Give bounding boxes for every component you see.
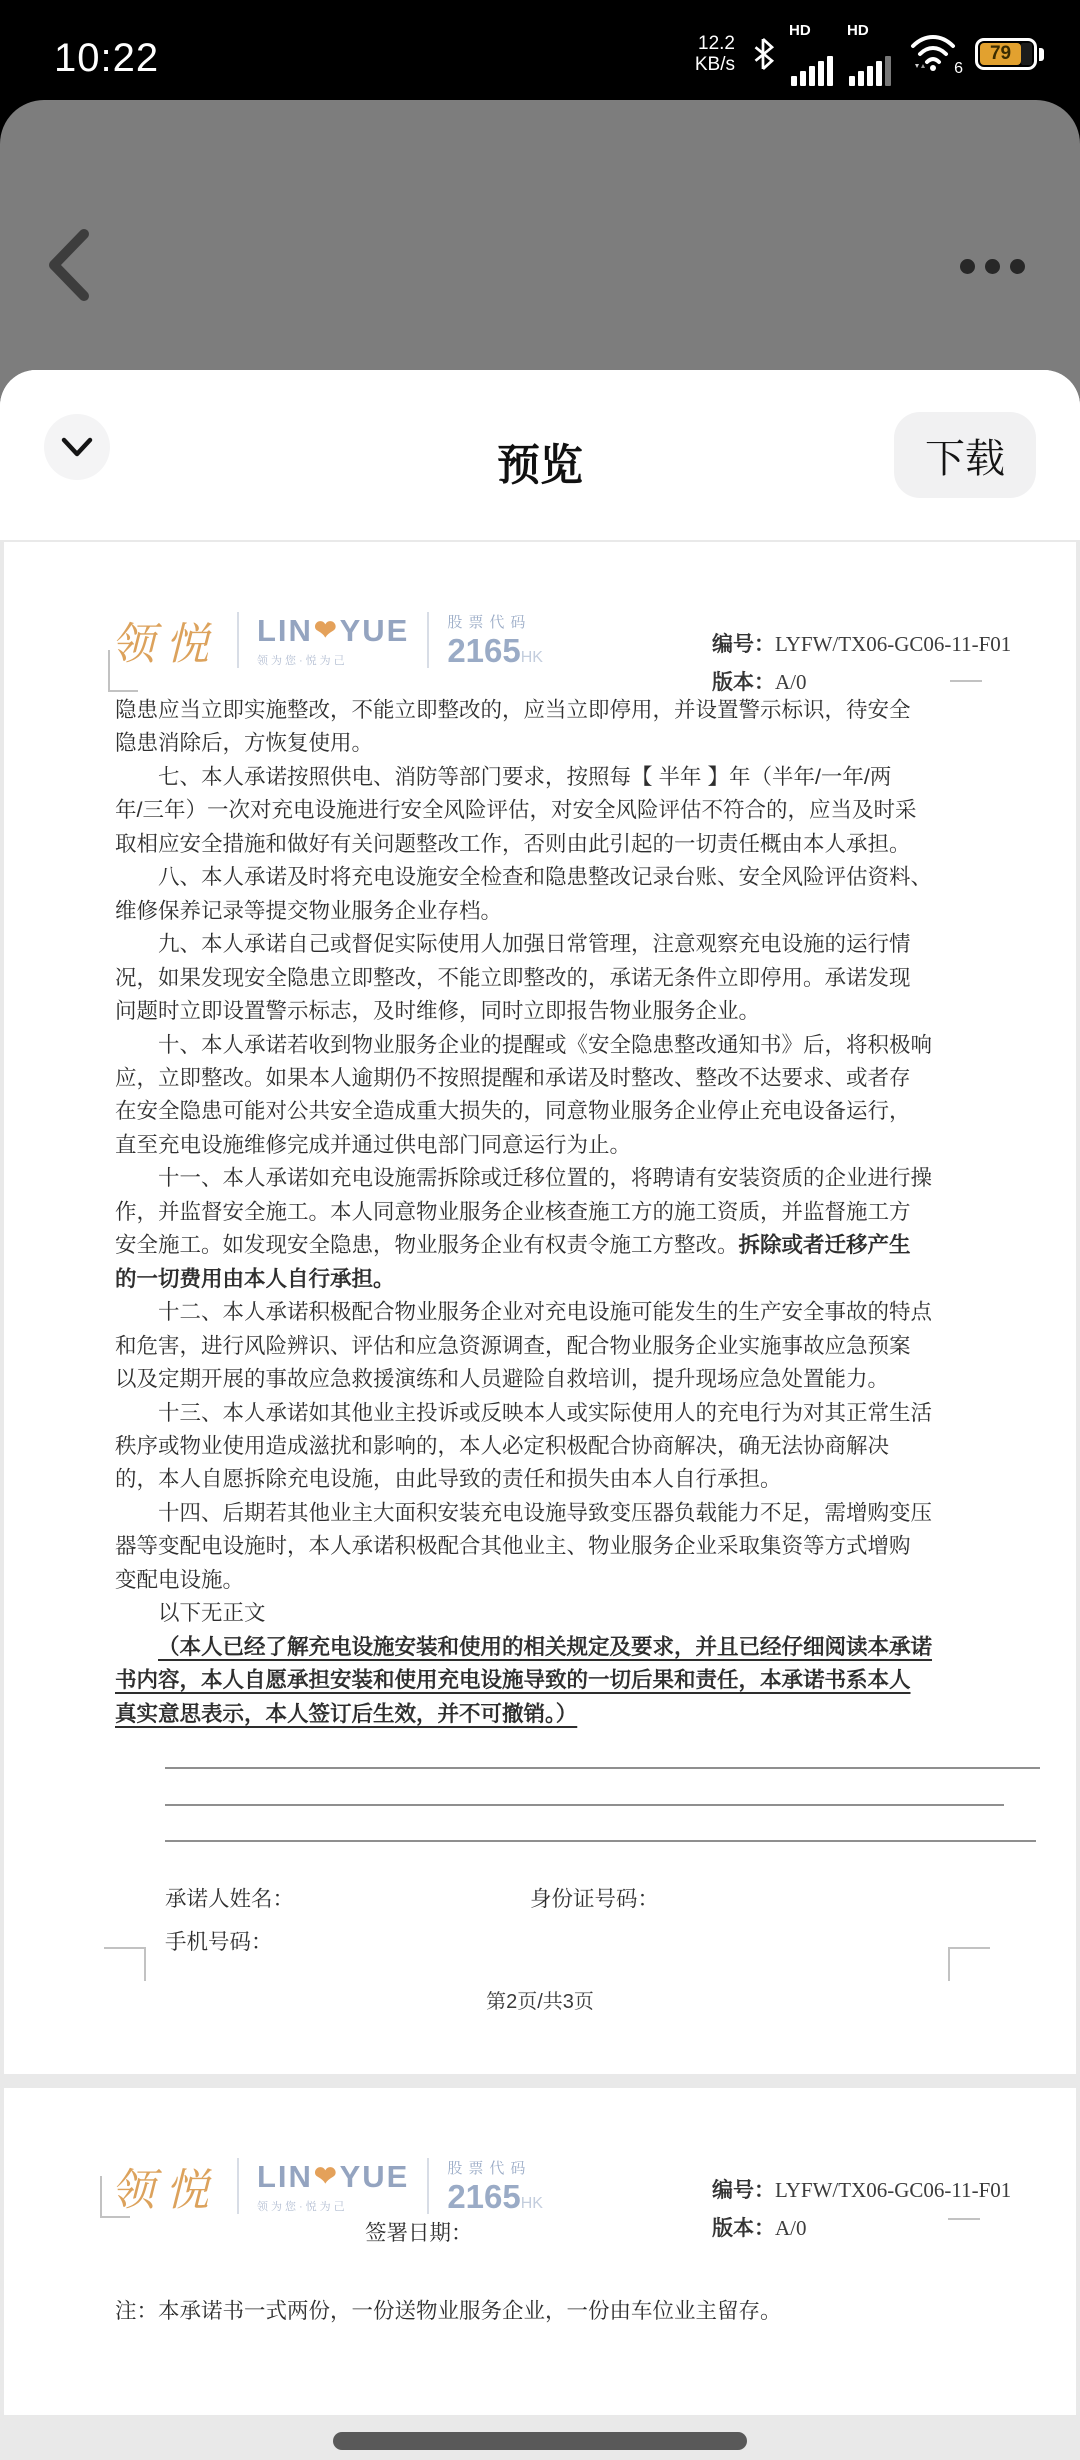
doc-line: 九、本人承诺自己或督促实际使用人加强日常管理，注意观察充电设施的运行情 — [158, 932, 911, 957]
document-page-3 — [4, 2088, 1076, 2415]
bluetooth-icon — [751, 37, 775, 71]
doc-version: 版本：A/0 — [712, 670, 807, 694]
doc-version: 版本：A/0 — [712, 2216, 807, 2240]
signature-line — [165, 1804, 1004, 1806]
download-button[interactable]: 下载 — [894, 412, 1036, 498]
margin-mark — [950, 680, 982, 682]
sim1-signal-icon: HD — [791, 22, 833, 86]
home-indicator[interactable] — [333, 2432, 747, 2450]
sheet-header — [0, 370, 1080, 540]
margin-mark — [948, 1947, 950, 1981]
wifi-icon: 6 — [907, 32, 959, 76]
divider — [237, 612, 239, 668]
heart-icon: ❤ — [313, 615, 339, 645]
logo-tagline: 领为您·悦为己 — [257, 654, 348, 667]
doc-line: 隐患消除后，方恢复使用。 — [115, 731, 374, 756]
page-title: 预览 — [497, 442, 583, 490]
doc-number: 编号：LYFW/TX06-GC06-11-F01 — [712, 2178, 1012, 2202]
logo-tagline: 领为您·悦为己 — [257, 2200, 348, 2213]
clock: 10:22 — [54, 36, 160, 80]
doc-number: 编号：LYFW/TX06-GC06-11-F01 — [712, 632, 1012, 656]
heart-icon: ❤ — [313, 2161, 339, 2191]
battery-percent: 79 — [980, 43, 1021, 65]
document-page-2 — [4, 542, 1076, 2074]
doc-line: 器等变配电设施时，本人承诺积极配合其他业主、物业服务企业采取集资等方式增购 — [115, 1534, 911, 1559]
margin-mark — [100, 2216, 130, 2218]
doc-line: 隐患应当立即实施整改，不能立即整改的，应当立即停用，并设置警示标识，待安全 — [115, 698, 911, 722]
doc-line: 在安全隐患可能对公共安全造成重大损失的，同意物业服务企业停止充电设备运行， — [115, 1099, 911, 1124]
doc-line: 真实意思表示，本人签订后生效，并不可撤销。） — [115, 1701, 578, 1726]
doc-line: 秩序或物业使用造成滋扰和影响的，本人必定积极配合协商解决，确无法协商解决 — [115, 1433, 890, 1458]
logo-chinese: 领悦 — [111, 619, 219, 670]
margin-mark — [108, 650, 110, 692]
document-scroll-area[interactable] — [0, 540, 1080, 2460]
doc-line: 八、本人承诺及时将充电设施安全检查和隐患整改记录台账、安全风险评估资料、 — [158, 865, 933, 890]
doc-line: 十一、本人承诺如充电设施需拆除或迁移位置的，将聘请有安装资质的企业进行操 — [158, 1166, 933, 1191]
company-logo — [111, 2154, 543, 2218]
doc-line: 的一切费用由本人自行承担。 — [115, 1266, 395, 1291]
doc-line: 和危害，进行风险辨识、评估和应急资源调查，配合物业服务企业实施事故应急预案 — [115, 1333, 911, 1358]
battery-icon — [975, 38, 1044, 70]
doc-line: 取相应安全措施和做好有关问题整改工作，否则由此引起的一切责任概由本人承担。 — [115, 831, 911, 856]
sign-id-label: 身份证号码： — [530, 1887, 660, 1911]
page-indicator: 第2页/共3页 — [486, 1991, 594, 2013]
doc-line: 十三、本人承诺如其他业主投诉或反映本人或实际使用人的充电行为对其正常生活 — [158, 1400, 933, 1425]
doc-line: 变配电设施。 — [115, 1567, 245, 1592]
margin-mark — [948, 2218, 980, 2220]
doc-line: 直至充电设施维修完成并通过供电部门同意运行为止。 — [115, 1132, 632, 1157]
doc-line: 以下无正文 — [158, 1601, 266, 1626]
doc-line: 作，并监督安全施工。本人同意物业服务企业核查施工方的施工资质，并监督施工方 — [115, 1199, 911, 1224]
margin-mark — [104, 1947, 146, 1949]
logo-chinese: 领悦 — [111, 2165, 219, 2216]
doc-line: （本人已经了解充电设施安装和使用的相关规定及要求，并且已经仔细阅读本承诺 — [158, 1634, 933, 1659]
status-icons — [695, 22, 1044, 86]
more-options-button[interactable] — [960, 246, 1044, 286]
company-logo — [111, 608, 543, 672]
margin-mark — [108, 690, 138, 692]
sign-date-label: 签署日期： — [365, 2221, 473, 2245]
dot-icon — [960, 259, 975, 274]
logo-english: LIN ❤ YUE 领为您·悦为己 — [257, 2158, 410, 2213]
back-button[interactable] — [40, 228, 100, 302]
doc-body — [115, 694, 971, 1731]
logo-english: LIN ❤ YUE 领为您·悦为己 — [257, 612, 410, 667]
status-bar — [0, 0, 1080, 100]
margin-mark — [144, 1947, 146, 1981]
sign-phone-label: 手机号码： — [165, 1930, 273, 1954]
doc-line: 十四、后期若其他业主大面积安装充电设施导致变压器负载能力不足，需增购变压 — [158, 1500, 933, 1525]
stock-code-block: 股票代码 2165HK — [447, 613, 543, 669]
dot-icon — [1010, 259, 1025, 274]
doc-line: 七、本人承诺按照供电、消防等部门要求，按照每【 半年 】年（半年/一年/两 — [158, 764, 892, 789]
doc-header — [4, 542, 1076, 702]
doc-line: 维修保养记录等提交物业服务企业存档。 — [115, 898, 503, 923]
doc-line: 年/三年）一次对充电设施进行安全风险评估，对安全风险评估不符合的，应当及时采 — [115, 798, 917, 823]
network-speed: 12.2 KB/s — [694, 33, 735, 75]
margin-mark — [100, 2176, 102, 2218]
sim2-signal-icon: HD — [849, 22, 891, 86]
divider — [427, 2158, 429, 2214]
doc-note: 注：本承诺书一式两份，一份送物业服务企业，一份由车位业主留存。 — [115, 2299, 782, 2323]
signature-line — [165, 1840, 1036, 1842]
preview-sheet — [0, 370, 1080, 2460]
doc-line: 的，本人自愿拆除充电设施，由此导致的责任和损失由本人自行承担。 — [115, 1467, 782, 1492]
doc-line: 况，如果发现安全隐患立即整改，不能立即整改的，承诺无条件立即停用。承诺发现 — [115, 965, 911, 990]
signature-line — [165, 1767, 1040, 1769]
doc-line: 安全施工。如发现安全隐患，物业服务企业有权责令施工方整改。拆除或者迁移产生 — [115, 1233, 911, 1258]
dot-icon — [985, 259, 1000, 274]
doc-line: 以及定期开展的事故应急救援演练和人员避险自救培训，提升现场应急处置能力。 — [115, 1367, 890, 1392]
doc-line: 问题时立即设置警示标志，及时维修，同时立即报告物业服务企业。 — [115, 999, 761, 1024]
divider — [237, 2158, 239, 2214]
doc-header — [4, 2088, 1076, 2248]
divider — [427, 612, 429, 668]
doc-line: 十二、本人承诺积极配合物业服务企业对充电设施可能发生的生产安全事故的特点 — [158, 1300, 933, 1325]
doc-line: 书内容，本人自愿承担安装和使用充电设施导致的一切后果和责任，本承诺书系本人 — [115, 1668, 911, 1693]
sign-name-label: 承诺人姓名： — [165, 1887, 295, 1911]
margin-mark — [948, 1947, 990, 1949]
doc-line: 十、本人承诺若收到物业服务企业的提醒或《安全隐患整改通知书》后，将积极响 — [158, 1032, 933, 1057]
stock-code-block: 股票代码 2165HK — [447, 2159, 543, 2215]
doc-line: 应，立即整改。如果本人逾期仍不按照提醒和承诺及时整改、整改不达要求、或者存 — [115, 1065, 911, 1090]
